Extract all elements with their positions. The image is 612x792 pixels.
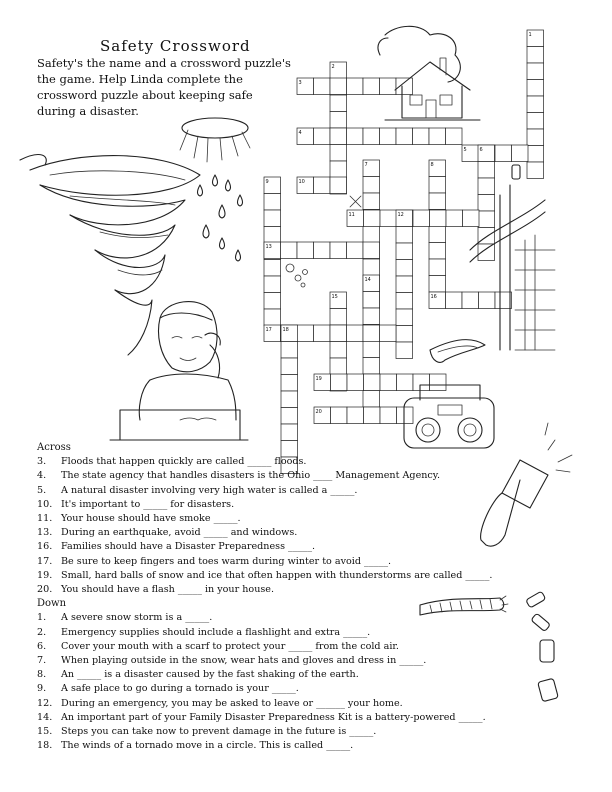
grid-cell[interactable] (429, 226, 446, 243)
grid-cell[interactable] (314, 177, 331, 194)
grid-cell[interactable] (330, 325, 347, 342)
clue-number: 12. (37, 697, 53, 709)
clue-text: During an earthquake, avoid _____ and windows. (61, 527, 298, 539)
grid-cell[interactable] (330, 145, 347, 162)
grid-number: 8 (430, 162, 434, 168)
clue-number: 6. (37, 640, 47, 652)
grid-cell[interactable] (314, 78, 331, 95)
grid-cell[interactable] (446, 210, 463, 227)
grid-cell[interactable] (264, 276, 281, 293)
clue-text: Floods that happen quickly are called _____ floods. (61, 456, 307, 468)
grid-cell[interactable] (297, 242, 314, 259)
across-clue (37, 469, 537, 483)
grid-cell[interactable] (527, 162, 544, 179)
grid-cell[interactable] (264, 194, 281, 211)
grid-number: 16 (430, 294, 437, 300)
clue-number: 16. (37, 541, 53, 553)
girl-icon (110, 302, 248, 440)
clue-number: 4. (37, 470, 47, 482)
clue-text: A safe place to go during a tornado is your _____. (61, 683, 299, 695)
grid-cell[interactable] (396, 260, 413, 277)
across-clue (37, 484, 537, 498)
grid-cell[interactable] (380, 325, 397, 342)
house-icon (378, 26, 480, 120)
grid-cell[interactable] (396, 243, 413, 260)
clue-text: A severe snow storm is a _____. (61, 612, 213, 624)
clue-list (37, 441, 537, 753)
grid-number: 3 (298, 80, 302, 86)
grid-cell[interactable] (478, 244, 495, 261)
grid-cell[interactable] (397, 407, 414, 424)
clue-number: 8. (37, 669, 47, 681)
grid-cell[interactable] (264, 210, 281, 227)
grid-number: 9 (265, 179, 269, 185)
grid-cell[interactable] (396, 227, 413, 244)
clue-text: Your house should have smoke _____. (61, 513, 241, 525)
grid-cell[interactable] (478, 195, 495, 212)
grid-cell[interactable] (413, 210, 430, 227)
clue-number: 1. (37, 612, 47, 624)
across-clues (37, 455, 537, 597)
grid-cell[interactable] (478, 211, 495, 228)
grid-cell[interactable] (429, 177, 446, 194)
grid-cell[interactable] (363, 259, 380, 276)
clue-text: It's important to _____ for disasters. (61, 498, 235, 510)
grid-cell[interactable] (363, 308, 380, 325)
grid-cell[interactable] (478, 178, 495, 195)
grid-cell[interactable] (281, 242, 298, 259)
clue-number: 2. (37, 626, 47, 638)
grid-cell[interactable] (413, 128, 430, 145)
grid-cell[interactable] (314, 325, 331, 342)
clue-text: Emergency supplies should include a flashlight and extra _____. (61, 626, 371, 638)
intro-line: crossword puzzle about keeping safe (37, 88, 253, 102)
tornado-icon (20, 155, 200, 355)
down-clue (37, 640, 537, 654)
across-clue (37, 526, 537, 540)
across-clue (37, 569, 537, 583)
grid-cell[interactable] (330, 342, 347, 359)
cross-mark-icon (350, 196, 361, 207)
grid-cell[interactable] (380, 374, 397, 391)
clue-text: When playing outside in the snow, wear hats and gloves and dress in _____. (61, 655, 427, 667)
grid-cell[interactable] (363, 292, 380, 309)
grid-cell[interactable] (330, 112, 347, 129)
grid-cell[interactable] (397, 374, 414, 391)
grid-cell[interactable] (281, 358, 298, 375)
clue-number: 11. (37, 513, 53, 525)
grid-cell[interactable] (478, 162, 495, 179)
grid-cell[interactable] (331, 374, 348, 391)
grid-number: 4 (298, 130, 302, 136)
across-clue (37, 555, 537, 569)
grid-cell[interactable] (396, 128, 413, 145)
clue-text: During an emergency, you may be asked to leave or ______ your home. (61, 697, 403, 709)
intro-line: during a disaster. (37, 104, 139, 118)
grid-cell[interactable] (331, 407, 348, 424)
bubbles-icon (286, 264, 308, 287)
clue-text: Small, hard balls of snow and ice that often happen with thunderstorms are called _____. (61, 569, 493, 581)
down-clue (37, 725, 537, 739)
grid-number: 12 (397, 212, 404, 218)
down-clue (37, 626, 537, 640)
grid-cell[interactable] (330, 242, 347, 259)
page-title: Safety Crossword (100, 37, 251, 55)
clue-number: 3. (37, 456, 47, 468)
grid-cell[interactable] (430, 374, 447, 391)
intro-line: the game. Help Linda complete the (37, 72, 243, 86)
down-clue (37, 668, 537, 682)
grid-cell[interactable] (281, 375, 298, 392)
grid-cell[interactable] (396, 326, 413, 343)
grid-cell[interactable] (363, 391, 380, 408)
across-clue (37, 583, 537, 597)
grid-cell[interactable] (396, 276, 413, 293)
wave-icon (430, 340, 485, 363)
grid-cell[interactable] (363, 325, 380, 342)
grid-cell[interactable] (281, 391, 298, 408)
grid-cell[interactable] (380, 407, 397, 424)
radio-icon (404, 385, 494, 448)
grid-cell[interactable] (281, 424, 298, 441)
grid-number: 15 (331, 294, 338, 300)
grid-number: 14 (364, 277, 371, 283)
down-clue (37, 611, 537, 625)
grid-cell[interactable] (430, 210, 447, 227)
grid-cell[interactable] (330, 177, 347, 194)
clue-number: 5. (37, 484, 47, 496)
across-clue (37, 498, 537, 512)
clue-text: You should have a flash _____ in your house. (61, 584, 275, 596)
grid-cell[interactable] (429, 128, 446, 145)
grid-number: 5 (463, 147, 467, 153)
grid-cell[interactable] (495, 145, 512, 162)
grid-number: 13 (265, 244, 272, 250)
grid-cell[interactable] (527, 47, 544, 64)
grid-cell[interactable] (264, 309, 281, 326)
grid-number: 7 (364, 162, 368, 168)
down-clue (37, 711, 537, 725)
grid-cell[interactable] (495, 292, 512, 309)
grid-cell[interactable] (281, 342, 298, 359)
clue-number: 9. (37, 683, 47, 695)
grid-number: 18 (282, 327, 289, 333)
grid-cell[interactable] (429, 193, 446, 210)
grid-cell[interactable] (364, 210, 381, 227)
intro-line: Safety's the name and a crossword puzzle's (37, 56, 291, 70)
grid-cell[interactable] (364, 374, 381, 391)
down-clue (37, 739, 537, 753)
clue-text: Cover your mouth with a scarf to protect your _____ from the cold air. (61, 640, 399, 652)
grid-number: 11 (348, 212, 355, 218)
clue-number: 14. (37, 711, 53, 723)
grid-cell[interactable] (264, 227, 281, 244)
grid-cell[interactable] (479, 292, 496, 309)
grid-cell[interactable] (396, 78, 413, 95)
across-clue (37, 455, 537, 469)
rain-drops-icon (180, 118, 250, 261)
clue-number: 7. (37, 655, 47, 667)
grid-cell[interactable] (363, 358, 380, 375)
clue-text: An important part of your Family Disaster Preparedness Kit is a battery-powered _____. (61, 711, 486, 723)
grid-cell[interactable] (363, 193, 380, 210)
grid-cell[interactable] (264, 260, 281, 277)
grid-cell[interactable] (527, 146, 544, 163)
down-heading: Down (37, 598, 67, 610)
clue-number: 19. (37, 569, 53, 581)
grid-cell[interactable] (527, 80, 544, 97)
clue-number: 20. (37, 584, 53, 596)
grid-cell[interactable] (314, 242, 331, 259)
grid-cell[interactable] (429, 259, 446, 276)
grid-cell[interactable] (297, 325, 314, 342)
down-clue (37, 654, 537, 668)
grid-number: 20 (315, 409, 322, 415)
grid-cell[interactable] (396, 293, 413, 310)
grid-cell[interactable] (347, 128, 364, 145)
across-clue (37, 512, 537, 526)
grid-cell[interactable] (264, 293, 281, 310)
clue-number: 10. (37, 498, 53, 510)
grid-cell[interactable] (330, 161, 347, 178)
grid-number: 2 (331, 64, 335, 70)
clue-text: Be sure to keep fingers and toes warm during winter to avoid _____. (61, 555, 392, 567)
clue-number: 17. (37, 555, 53, 567)
grid-cell[interactable] (347, 407, 364, 424)
grid-number: 17 (265, 327, 272, 333)
grid-cell[interactable] (396, 342, 413, 359)
across-heading: Across (37, 442, 71, 453)
clue-text: Steps you can take now to prevent damage in the future is _____. (61, 726, 377, 738)
grid-cell[interactable] (380, 210, 397, 227)
grid-cell[interactable] (347, 242, 364, 259)
grid-number: 19 (315, 376, 322, 382)
down-clue (37, 697, 537, 711)
grid-cell[interactable] (363, 226, 380, 243)
grid-cell[interactable] (281, 408, 298, 425)
grid-number: 1 (528, 32, 532, 38)
grid-cell[interactable] (413, 374, 430, 391)
grid-cell[interactable] (330, 95, 347, 112)
grid-cell[interactable] (330, 128, 347, 145)
grid-cell[interactable] (462, 292, 479, 309)
grid-cell[interactable] (364, 407, 381, 424)
grid-number: 6 (479, 147, 483, 153)
grid-cell[interactable] (363, 242, 380, 259)
grid-cell[interactable] (527, 113, 544, 130)
grid-cell[interactable] (429, 243, 446, 260)
across-clue (37, 540, 537, 554)
grid-cell[interactable] (527, 129, 544, 146)
grid-cell[interactable] (380, 128, 397, 145)
grid-cell[interactable] (446, 292, 463, 309)
grid-cell[interactable] (363, 177, 380, 194)
grid-cell[interactable] (380, 78, 397, 95)
grid-cell[interactable] (330, 78, 347, 95)
grid-cell[interactable] (429, 276, 446, 293)
grid-cell[interactable] (330, 358, 347, 375)
grid-cell[interactable] (363, 78, 380, 95)
grid-number: 10 (298, 179, 305, 185)
grid-cell[interactable] (527, 63, 544, 80)
clue-text: Families should have a Disaster Preparedness _____. (61, 541, 316, 553)
grid-cell[interactable] (347, 374, 364, 391)
down-clue (37, 682, 537, 696)
clue-text: A natural disaster involving very high water is called a _____. (61, 484, 358, 496)
grid-cell[interactable] (463, 210, 480, 227)
grid-cell[interactable] (396, 309, 413, 326)
grid-cell[interactable] (512, 145, 529, 162)
clue-text: An _____ is a disaster caused by the fast shaking of the earth. (61, 669, 359, 681)
grid-cell[interactable] (527, 96, 544, 113)
clue-number: 15. (37, 726, 53, 738)
grid-cell[interactable] (363, 341, 380, 358)
down-clues (37, 611, 537, 753)
grid-cell[interactable] (347, 78, 364, 95)
clue-text: The state agency that handles disasters is the Ohio ____ Management Agency. (61, 470, 440, 482)
clue-number: 13. (37, 527, 53, 539)
clue-number: 18. (37, 740, 53, 752)
grid-cell[interactable] (330, 309, 347, 326)
grid-cell[interactable] (446, 128, 463, 145)
clue-text: The winds of a tornado move in a circle. This is called _____. (61, 740, 354, 752)
grid-cell[interactable] (363, 128, 380, 145)
grid-cell[interactable] (314, 128, 331, 145)
grid-cell[interactable] (347, 325, 364, 342)
